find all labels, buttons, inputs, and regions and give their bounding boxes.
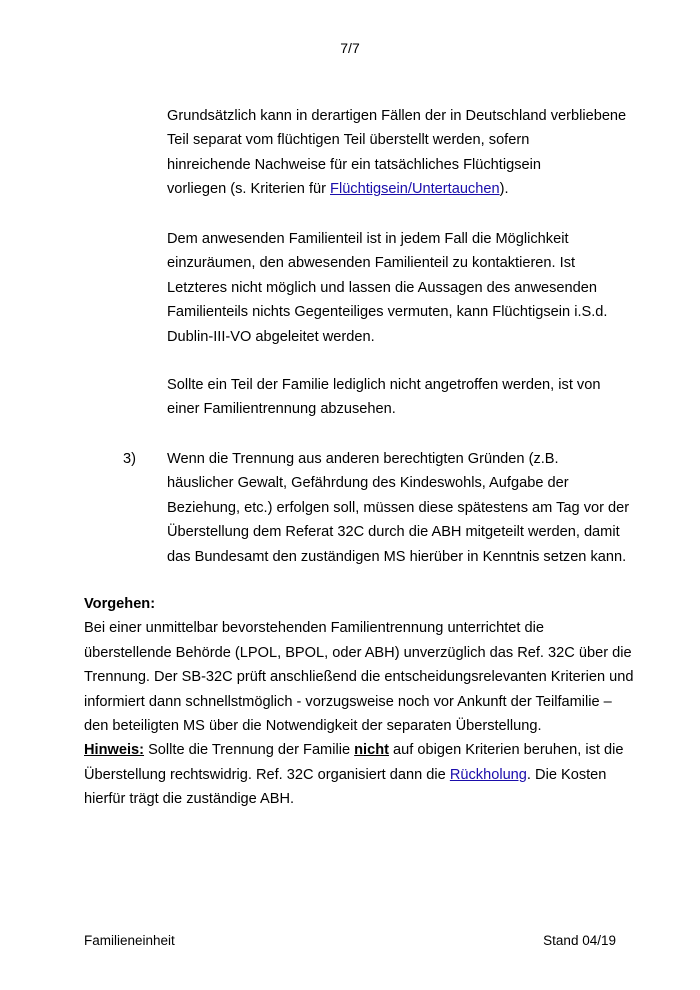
text-line: den beteiligten MS über die Notwendigkeit der separaten Überstellung. <box>84 718 542 735</box>
text-line <box>84 763 624 787</box>
text-line: einzuräumen, den abwesenden Familienteil zu kontaktieren. Ist <box>167 255 576 272</box>
page-number: 7/7 <box>340 40 360 56</box>
text-line: Teil separat vom flüchtigen Teil überstellt werden, sofern <box>167 132 530 149</box>
text-line: Trennung. Der SB-32C prüft anschließend die entscheidungsrelevanten Kriterien und <box>84 669 634 686</box>
paragraph-separate-transfer <box>167 104 627 202</box>
footer-document-title: Familieneinheit <box>84 933 175 948</box>
text-line: Bei einer unmittelbar bevorstehenden Familientrennung unterrichtet die <box>84 620 544 637</box>
text-fragment: . Die Kosten <box>526 766 607 783</box>
text-line: Dublin-III-VO abgeleitet werden. <box>167 328 375 345</box>
text-line: überstellende Behörde (LPOL, BPOL, oder ABH) unverzüglich das Ref. 32C über die <box>84 644 632 661</box>
text-fragment: Überstellung rechtswidrig. Ref. 32C organisiert dann die <box>84 766 450 783</box>
rueckholung-link[interactable]: Rückholung <box>449 766 527 783</box>
text-fragment: ). <box>499 181 509 198</box>
text-fragment: vorliegen (s. Kriterien für <box>167 181 331 198</box>
emphasis-nicht: nicht <box>354 742 389 759</box>
paragraph-not-found <box>167 373 627 422</box>
text-line: das Bundesamt den zuständigen MS hierüber in Kenntnis setzen kann. <box>167 548 627 565</box>
footer-version: Stand 04/19 <box>543 933 616 948</box>
text-line: Überstellung dem Referat 32C durch die ABH mitgeteilt werden, damit <box>167 524 620 541</box>
text-line: häuslicher Gewalt, Gefährdung des Kindeswohls, Aufgabe der <box>167 475 569 492</box>
text-line: Familienteils nichts Gegenteiliges vermuten, kann Flüchtigsein i.S.d. <box>167 304 608 321</box>
text-line <box>167 177 627 201</box>
section-heading: Vorgehen: <box>84 596 156 612</box>
text-line: hinreichende Nachweise für ein tatsächliches Flüchtigsein <box>167 156 541 173</box>
text-line: Dem anwesenden Familienteil ist in jedem Fall die Möglichkeit <box>167 231 569 247</box>
text-line: Letzteres nicht möglich und lassen die Aussagen des anwesenden <box>167 279 597 296</box>
hinweis-line <box>84 738 624 762</box>
text-line: Wenn die Trennung aus anderen berechtigten Gründen (z.B. <box>167 451 559 467</box>
text-fragment: auf obigen Kriterien beruhen, ist die <box>389 742 624 759</box>
fluechtigsein-link[interactable]: Flüchtigsein/Untertauchen <box>330 181 500 198</box>
text-line: Beziehung, etc.) erfolgen soll, müssen diese spätestens am Tag vor der <box>167 499 630 516</box>
text-line: einer Familientrennung abzusehen. <box>167 401 396 418</box>
hinweis-label: Hinweis: <box>84 742 145 759</box>
text-line: Grundsätzlich kann in derartigen Fällen der in Deutschland verbliebene <box>167 108 627 124</box>
paragraph-contact-absent-member <box>167 227 627 349</box>
text-line: Sollte ein Teil der Familie lediglich nicht angetroffen werden, ist von <box>167 377 601 393</box>
text-line: hierfür trägt die zuständige ABH. <box>84 791 295 808</box>
section-vorgehen <box>84 592 634 812</box>
list-item-number: 3) <box>123 451 136 467</box>
text-fragment: Sollte die Trennung der Familie <box>144 742 355 759</box>
list-item-other-reasons <box>167 447 630 569</box>
text-line: informiert dann schnellstmöglich - vorzugsweise noch vor Ankunft der Teilfamilie – <box>84 693 612 710</box>
